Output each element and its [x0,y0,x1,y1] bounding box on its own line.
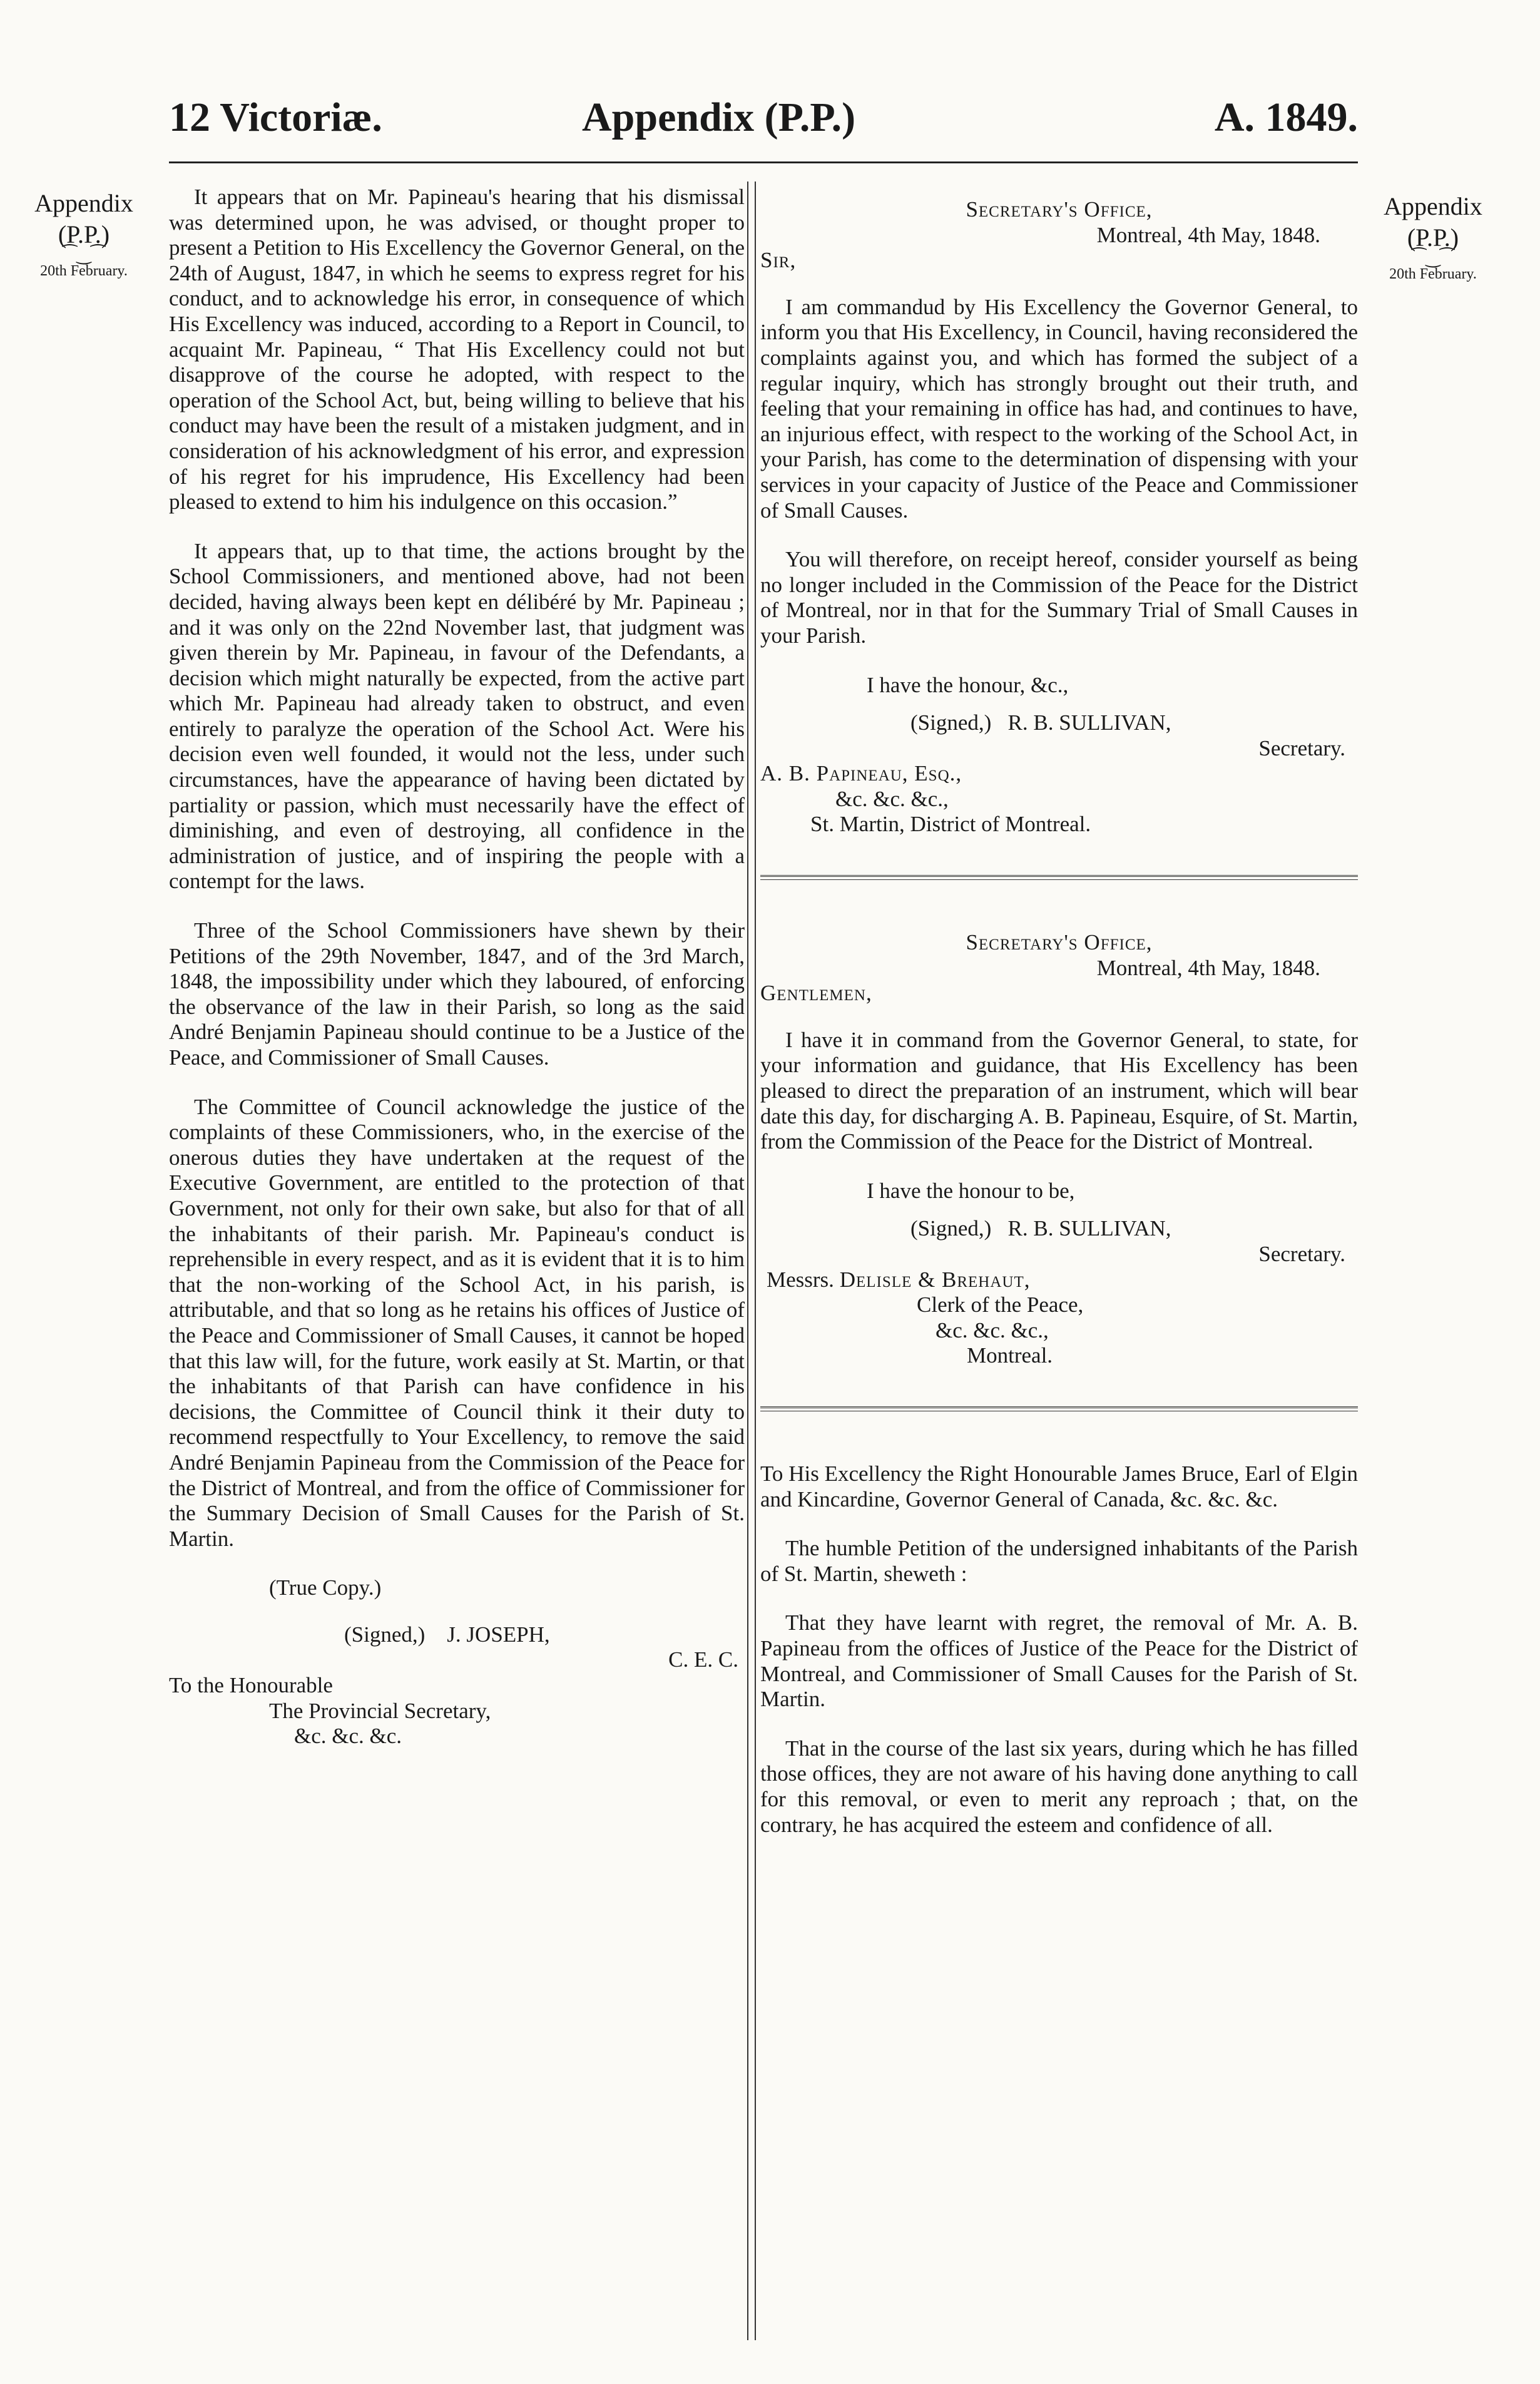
letter2-paragraph-1: I have it in command from the Governor General, to state, for your information and guidance, that His Excellency has been pleased to direct the preparation of an instrument, which will bear date this day, for discharging A. B. Papineau, Esquire, of St. Martin, from the Commission of the Peace for the District of Montreal. [760,1027,1358,1154]
header-right: A. 1849. [1214,95,1358,140]
letter1-addr-place: St. Martin, District of Montreal. [810,812,1091,837]
header-left: 12 Victoriæ. [169,95,382,140]
margin-note-right [1355,191,1511,284]
left-paragraph-4: The Committee of Council acknowledge the justice of the complaints of these Commissioners, who, in the exercise of the onerous duties they have undertaken at the request of the Executive Government, are entitled to the protection of that Government, not only for their own sake, but also for that of all the inhabitants of their parish. Mr. Papineau's conduct is reprehensible in every respect, and as it is evident that it is to him that the non-working of the School Act, in his parish, is attributable, and that so long as he retains his offices of Justice of the Peace and Commissioner of Small Causes, it cannot be hoped that this law will, for the future, work easily at St. Martin, or that the inhabitants of that Parish can have confidence in his decisions, the Committee of Council think it their duty to recommend respectfully to Your Excellency, to remove the said André Benjamin Papineau from the Commission of the Peace for the District of Montreal, and from the office of Commissioner for the Summary Decision of Small Causes for the Parish of St. Martin. [169,1094,745,1551]
letter1-signer-title: Secretary. [1258,735,1345,760]
left-signed-label: (Signed,) [344,1622,426,1647]
letter2-signer-title: Secretary. [1258,1242,1345,1266]
brace-ornament-icon: ⁀‿⁀ [63,245,105,265]
letter2-addr-clerk: Clerk of the Peace, [917,1292,1084,1317]
margin-left-line1: Appendix [34,189,133,217]
header-rule [169,161,1358,163]
to-line-2: The Provincial Secretary, [269,1698,491,1723]
letter2-signed-label: (Signed,) [910,1216,992,1241]
letter2-office: Secretary's Office, [966,930,1153,955]
letter1-date: Montreal, 4th May, 1848. [1096,222,1320,247]
margin-right-line2: (P.P.) [1407,223,1459,252]
letter1-signed-label: (Signed,) [910,710,992,735]
right-column [760,185,1358,2340]
left-paragraph-3: Three of the School Commissioners have shewn by their Petitions of the 29th November, 1847, and of the 3rd March, 1848, the impossibility under which they laboured, of enforcing the observance of the law in their Parish, so long as the said André Benjamin Papineau should continue to be a Justice of the Peace, and Commissioner of Small Causes. [169,918,745,1070]
letter2-signer: R. B. SULLIVAN, [1007,1216,1171,1241]
true-copy: (True Copy.) [269,1575,382,1600]
letter1-addr-etc: &c. &c. &c., [835,786,949,811]
letter2-addressee [760,1267,1358,1293]
letter2-addr-etc: &c. &c. &c., [936,1317,1049,1343]
margin-note-left [9,188,159,280]
header-center: Appendix (P.P.) [582,95,856,140]
margin-left-line3: 20th February. [40,263,128,279]
column-divider [747,182,756,2340]
letter1-signer: R. B. SULLIVAN, [1007,710,1171,735]
left-paragraph-1: It appears that on Mr. Papineau's hearing that his dismissal was determined upon, he was advised, or thought proper to present a Petition to His Excellency the Governor General, on the 24th of August, 1847, in which he seems to express regret for his conduct, and to acknowledge his error, in consequence of which His Excellency was induced, according to a Report in Council, to acquaint Mr. Papineau, “ That His Excellency could not but disapprove of the course he adopted, with respect to the operation of the School Act, but, being willing to believe that his conduct may have been the result of a mistaken judgment, and in consideration of his acknowledgment of his error, and expression of his regret for his imprudence, His Excellency had been pleased to extend to him his indulgence on this occasion.” [169,185,745,514]
letter1-paragraph-2: You will therefore, on receipt hereof, consider yourself as being no longer included in the Commission of the Peace for the District of Montreal, nor in that for the Summary Trial of Small Causes in your Parish. [760,547,1358,648]
petition-address: To His Excellency the Right Honourable James Bruce, Earl of Elgin and Kincardine, Governor General of Canada, &c. &c. &c. [760,1461,1358,1512]
left-paragraph-2: It appears that, up to that time, the actions brought by the School Commissioners, and mentioned above, had not been decided, having always been kept en délibéré by Mr. Papineau ; and it was only on the 22nd November last, that judgment was given therein by Mr. Papineau, in favour of the Defendants, a decision which might naturally be expected, from the active part which Mr. Papineau had already taken to obstruct, and even entirely to paralyze the operation of the School Act. Were his decision even well founded, it would not the less, under such circumstances, have the appearance of having been dictated by partiality or passion, which must necessarily have the effect of diminishing, and even of destroying, all confidence in the administration of justice, and of inspiring the people with a contempt for the laws. [169,538,745,894]
letter2-signature [760,1216,1358,1242]
letter2-addr-prefix: Messrs. [767,1267,834,1292]
letter1-closing: I have the honour, &c., [867,672,1069,697]
left-column [169,185,745,2340]
to-line-1: To the Honourable [169,1673,333,1698]
letter2-addr-place: Montreal. [967,1343,1053,1368]
letter2-addr-names: Delisle & Brehaut, [839,1267,1031,1292]
page-header [169,94,1358,150]
letter2-salutation: Gentlemen, [760,981,872,1006]
section-separator [760,1406,1358,1411]
petition-paragraph-2: That they have learnt with regret, the removal of Mr. A. B. Papineau from the offices of Justice of the Peace for the District of Montreal, and Commissioner of Small Causes for the Parish of St. Martin. [760,1610,1358,1712]
letter1-salutation: Sir, [760,248,797,273]
margin-right-line3: 20th February. [1389,266,1477,282]
to-line-3: &c. &c. &c. [294,1724,402,1749]
left-signer: J. JOSEPH, [447,1622,550,1647]
left-signer-title: C. E. C. [668,1647,738,1672]
letter1-signature [760,710,1358,736]
brace-ornament-icon: ⁀‿⁀ [1412,248,1454,268]
petition-paragraph-1: The humble Petition of the undersigned inhabitants of the Parish of St. Martin, sheweth : [760,1536,1358,1586]
letter1-office: Secretary's Office, [966,197,1153,222]
petition-paragraph-3: That in the course of the last six years, during which he has filled those offices, they are not aware of his having done anything to call for this removal, or even to merit any reproach ; that, on the contrary, he has acquired the esteem and confidence of all. [760,1736,1358,1837]
letter2-closing: I have the honour to be, [867,1178,1075,1203]
section-separator [760,875,1358,880]
margin-left-line2: (P.P.) [58,220,110,248]
left-signature [169,1622,745,1648]
letter1-addressee: A. B. Papineau, Esq., [760,761,962,786]
margin-right-line1: Appendix [1384,192,1482,220]
letter1-paragraph-1: I am commandud by His Excellency the Governor General, to inform you that His Excellency, in Council, having reconsidered the complaints against you, and which has formed the subject of a regular inquiry, which has strongly brought out their truth, and feeling that your remaining in office has had, and continues to have, an injurious effect, with respect to the working of the School Act, in your Parish, has come to the determination of dispensing with your services in your capacity of Justice of the Peace and Commissioner of Small Causes. [760,294,1358,523]
letter2-date: Montreal, 4th May, 1848. [1096,955,1320,980]
